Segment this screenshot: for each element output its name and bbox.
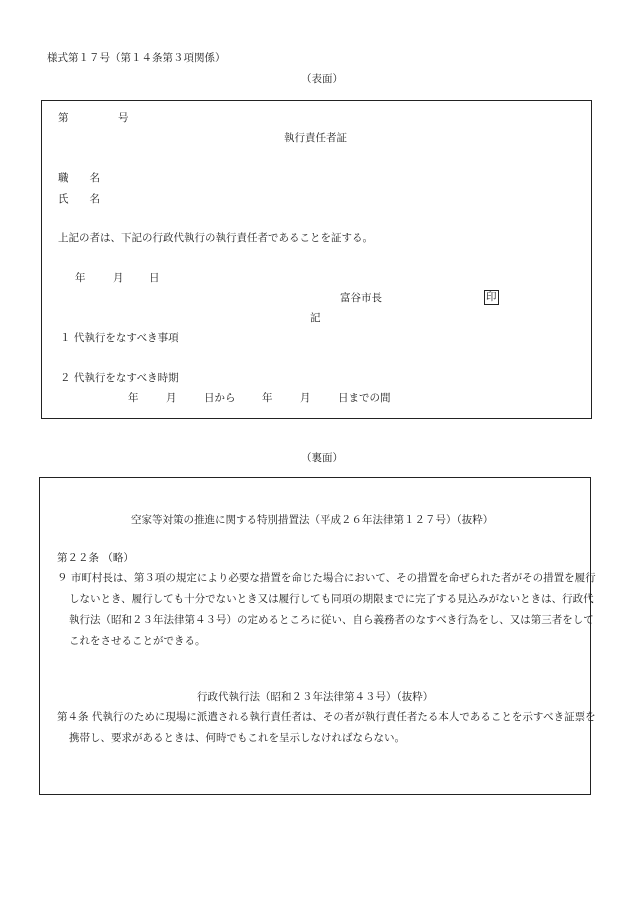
- certification-statement: 上記の者は、下記の行政代執行の執行責任者であることを証する。: [58, 232, 373, 244]
- form-number-label: 様式第１７号（第１４条第３項関係）: [47, 52, 226, 64]
- period-end-month: 月: [300, 392, 311, 404]
- period-end-year: 年: [262, 392, 273, 404]
- period-start-month: 月: [166, 392, 177, 404]
- seal-mark: 印: [486, 291, 497, 303]
- name-label: 氏 名: [58, 193, 100, 205]
- issue-date-day: 日: [149, 272, 160, 284]
- front-caption: （表面）: [301, 73, 343, 85]
- period-end-day: 日までの間: [338, 392, 391, 404]
- law2-title: 行政代執行法（昭和２３年法律第４３号）（抜粋）: [197, 691, 434, 703]
- item-2-period: ２ 代執行をなすべき時期: [60, 372, 179, 384]
- certificate-number-suffix: 号: [118, 112, 129, 124]
- issuer-title: 富谷市長: [340, 292, 382, 304]
- position-label: 職 名: [58, 172, 100, 184]
- period-start-day: 日から: [204, 392, 236, 404]
- law1-article: 第２２条 （略）: [57, 552, 134, 564]
- record-label: 記: [310, 312, 321, 324]
- issue-date-year: 年: [75, 272, 86, 284]
- certificate-number-prefix: 第: [58, 112, 69, 124]
- back-caption: （裏面）: [301, 452, 343, 464]
- period-start-year: 年: [128, 392, 139, 404]
- item-1-matter: １ 代執行をなすべき事項: [60, 332, 179, 344]
- certificate-title: 執行責任者証: [284, 132, 347, 144]
- law2-article-4: 第４条 代執行のために現場に派遣される執行責任者は、その者が執行責任者たる本人であることを示すべき証票を携帯し、要求があるときは、何時でもこれを呈示しなければならない。: [57, 711, 596, 744]
- issue-date-month: 月: [113, 272, 124, 284]
- law1-paragraph-9: ９ 市町村長は、第３項の規定により必要な措置を命じた場合において、その措置を命ぜられた者がその措置を履行しないとき、履行しても十分でないとき又は履行しても同項の期限までに完了する見込みがないときは、行政代執行法（昭和２３年法律第４３号）の定めるところに従い、自ら義務者のなすべき行為をし、又は第三者をしてこれをさせることができる。: [57, 572, 596, 647]
- law1-title: 空家等対策の推進に関する特別措置法（平成２６年法律第１２７号）（抜粋）: [131, 514, 494, 526]
